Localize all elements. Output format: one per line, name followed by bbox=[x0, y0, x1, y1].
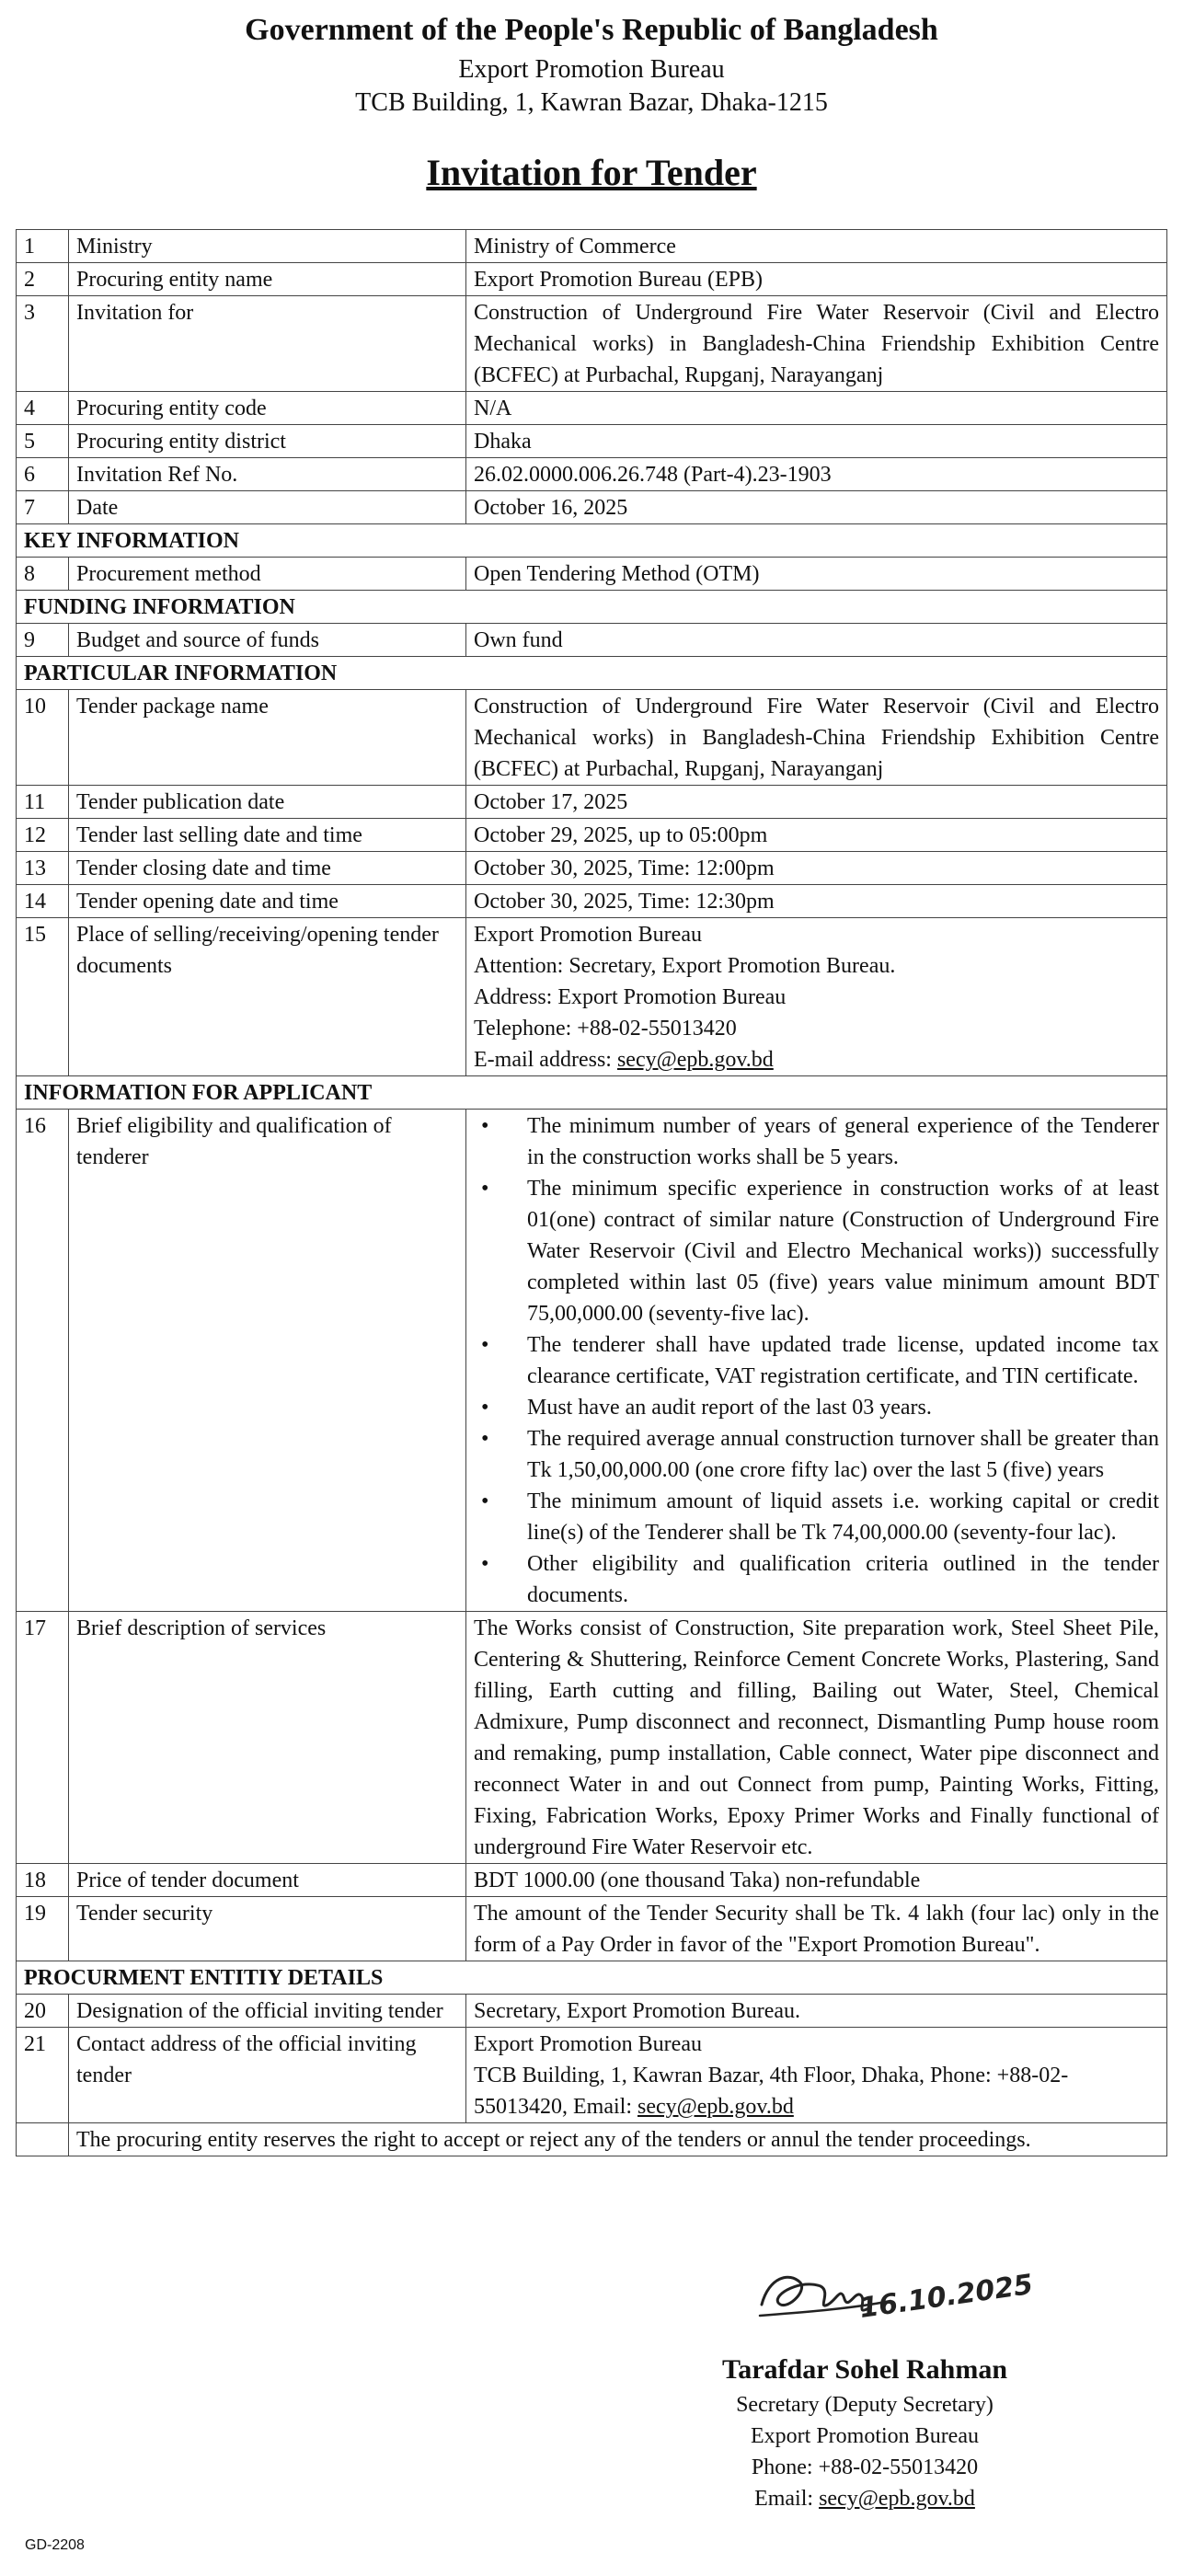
organization-address: TCB Building, 1, Kawran Bazar, Dhaka-1215 bbox=[355, 88, 828, 117]
signatory-phone: Phone: +88-02-55013420 bbox=[751, 2455, 979, 2479]
table-row bbox=[17, 852, 1167, 885]
table-row bbox=[17, 1897, 1167, 1961]
email-link[interactable]: secy@epb.gov.bd bbox=[637, 2095, 794, 2119]
row-label: Tender publication date bbox=[69, 786, 466, 819]
row-number: 12 bbox=[17, 819, 69, 852]
row-value bbox=[466, 918, 1167, 1076]
table-row bbox=[17, 786, 1167, 819]
email-label: Email: bbox=[754, 2487, 820, 2511]
email-link[interactable]: secy@epb.gov.bd bbox=[616, 1048, 774, 1072]
row-number: 10 bbox=[17, 690, 69, 786]
signatory-title: Secretary (Deputy Secretary) bbox=[736, 2393, 993, 2417]
signature-date: 16.10.2025 bbox=[857, 2268, 1036, 2325]
list-item: • The minimum amount of liquid assets i.e. working capital or credit line(s) of the Tenderer shall be Tk 74,00,000.00 (seventy-four lac). bbox=[527, 1486, 1159, 1548]
row-number: 14 bbox=[17, 885, 69, 918]
row-number: 17 bbox=[17, 1612, 69, 1864]
section-key-information: KEY INFORMATION bbox=[17, 524, 1167, 558]
section-information-for-applicant: INFORMATION FOR APPLICANT bbox=[17, 1076, 1167, 1110]
table-row bbox=[17, 392, 1167, 425]
section-funding-information: FUNDING INFORMATION bbox=[17, 591, 1167, 624]
table-row bbox=[17, 425, 1167, 458]
eligibility-list bbox=[474, 1110, 1159, 1611]
signatory-organization: Export Promotion Bureau bbox=[751, 2424, 979, 2448]
row-number: 13 bbox=[17, 852, 69, 885]
row-label: Ministry bbox=[69, 230, 466, 263]
row-number: 19 bbox=[17, 1897, 69, 1961]
row-label: Budget and source of funds bbox=[69, 624, 466, 657]
row-value: Export Promotion Bureau (EPB) bbox=[466, 263, 1167, 296]
document-code: GD-2208 bbox=[25, 2537, 85, 2553]
organization-name: Export Promotion Bureau bbox=[458, 55, 725, 84]
row-value bbox=[466, 1110, 1167, 1612]
address-text: TCB Building, 1, Kawran Bazar, 4th Floor, Dhaka, Phone: +88-02-55013420, Email: bbox=[474, 2064, 1069, 2119]
row-number: 20 bbox=[17, 1995, 69, 2028]
table-row bbox=[17, 558, 1167, 591]
row-number: 11 bbox=[17, 786, 69, 819]
row-value: Secretary, Export Promotion Bureau. bbox=[466, 1995, 1167, 2028]
row-number: 16 bbox=[17, 1110, 69, 1612]
row-label: Procuring entity code bbox=[69, 392, 466, 425]
table-row bbox=[17, 296, 1167, 392]
table-row bbox=[17, 1995, 1167, 2028]
row-number: 9 bbox=[17, 624, 69, 657]
row-value: The amount of the Tender Security shall be Tk. 4 lakh (four lac) only in the form of a Pay Order in favor of the "Export Promotion Bureau". bbox=[466, 1897, 1167, 1961]
row-label: Procurement method bbox=[69, 558, 466, 591]
row-label: Tender opening date and time bbox=[69, 885, 466, 918]
row-label: Brief description of services bbox=[69, 1612, 466, 1864]
list-item: • Must have an audit report of the last 03 years. bbox=[527, 1392, 1159, 1423]
row-label: Price of tender document bbox=[69, 1864, 466, 1897]
row-number: 3 bbox=[17, 296, 69, 392]
section-header-row bbox=[17, 1961, 1167, 1995]
section-particular-information: PARTICULAR INFORMATION bbox=[17, 657, 1167, 690]
row-number: 7 bbox=[17, 491, 69, 524]
footer-note: The procuring entity reserves the right to accept or reject any of the tenders or annul the tender proceedings. bbox=[69, 2123, 1167, 2156]
row-value: Construction of Underground Fire Water Reservoir (Civil and Electro Mechanical works) in Bangladesh-China Friendship Exhibition Centre (BCFEC) at Purbachal, Rupganj, Narayanganj bbox=[466, 296, 1167, 392]
section-header-row bbox=[17, 524, 1167, 558]
row-value: October 30, 2025, Time: 12:00pm bbox=[466, 852, 1167, 885]
row-label: Place of selling/receiving/opening tender documents bbox=[69, 918, 466, 1076]
footer-note-row bbox=[17, 2123, 1167, 2156]
row-value: Own fund bbox=[466, 624, 1167, 657]
row-number: 8 bbox=[17, 558, 69, 591]
row-value: 26.02.0000.006.26.748 (Part-4).23-1903 bbox=[466, 458, 1167, 491]
address-line bbox=[474, 2060, 1159, 2122]
signature-block bbox=[635, 2351, 1095, 2514]
row-value: October 29, 2025, up to 05:00pm bbox=[466, 819, 1167, 852]
list-item: • The minimum number of years of general experience of the Tenderer in the construction works shall be 5 years. bbox=[527, 1110, 1159, 1173]
table-row bbox=[17, 1864, 1167, 1897]
section-header-row bbox=[17, 657, 1167, 690]
row-value bbox=[466, 2028, 1167, 2123]
list-item: • Other eligibility and qualification criteria outlined in the tender documents. bbox=[527, 1548, 1159, 1611]
row-value: Open Tendering Method (OTM) bbox=[466, 558, 1167, 591]
row-label: Designation of the official inviting tender bbox=[69, 1995, 466, 2028]
notice-title: Invitation for Tender bbox=[426, 152, 757, 193]
table-row bbox=[17, 624, 1167, 657]
row-label: Tender closing date and time bbox=[69, 852, 466, 885]
list-item: • The required average annual construction turnover shall be greater than Tk 1,50,00,000.00 (one crore fifty lac) over the last 5 (five) years bbox=[527, 1423, 1159, 1486]
email-label: E-mail address: bbox=[474, 1048, 617, 1072]
list-item: • The tenderer shall have updated trade license, updated income tax clearance certificate, VAT registration certificate, and TIN certificate. bbox=[527, 1329, 1159, 1392]
address-line: Address: Export Promotion Bureau bbox=[474, 985, 787, 1009]
row-value: October 17, 2025 bbox=[466, 786, 1167, 819]
table-row bbox=[17, 2028, 1167, 2123]
table-row bbox=[17, 918, 1167, 1076]
table-row bbox=[17, 491, 1167, 524]
address-line: Attention: Secretary, Export Promotion Bureau. bbox=[474, 954, 896, 978]
table-row bbox=[17, 690, 1167, 786]
row-number: 15 bbox=[17, 918, 69, 1076]
signature-image bbox=[752, 2259, 1036, 2336]
table-row bbox=[17, 1612, 1167, 1864]
row-number: 5 bbox=[17, 425, 69, 458]
row-label: Procuring entity name bbox=[69, 263, 466, 296]
government-title: Government of the People's Republic of Bangladesh bbox=[245, 13, 938, 47]
row-value: Dhaka bbox=[466, 425, 1167, 458]
row-value: BDT 1000.00 (one thousand Taka) non-refundable bbox=[466, 1864, 1167, 1897]
row-label: Brief eligibility and qualification of tenderer bbox=[69, 1110, 466, 1612]
row-value: Ministry of Commerce bbox=[466, 230, 1167, 263]
section-header-row bbox=[17, 591, 1167, 624]
row-number: 2 bbox=[17, 263, 69, 296]
table-row bbox=[17, 230, 1167, 263]
table-row bbox=[17, 885, 1167, 918]
row-value: October 16, 2025 bbox=[466, 491, 1167, 524]
section-procurement-entity-details: PROCURMENT ENTITIY DETAILS bbox=[17, 1961, 1167, 1995]
address-line: Export Promotion Bureau bbox=[474, 2032, 702, 2056]
row-value: N/A bbox=[466, 392, 1167, 425]
table-row bbox=[17, 458, 1167, 491]
address-line: Telephone: +88-02-55013420 bbox=[474, 1017, 737, 1041]
empty-cell bbox=[17, 2123, 69, 2156]
row-label: Invitation Ref No. bbox=[69, 458, 466, 491]
signatory-email-line bbox=[635, 2483, 1095, 2514]
table-row bbox=[17, 263, 1167, 296]
row-number: 4 bbox=[17, 392, 69, 425]
row-number: 18 bbox=[17, 1864, 69, 1897]
tender-info-table bbox=[16, 229, 1167, 2156]
section-header-row bbox=[17, 1076, 1167, 1110]
row-label: Tender last selling date and time bbox=[69, 819, 466, 852]
row-number: 1 bbox=[17, 230, 69, 263]
row-number: 6 bbox=[17, 458, 69, 491]
row-label: Invitation for bbox=[69, 296, 466, 392]
row-label: Tender security bbox=[69, 1897, 466, 1961]
email-link[interactable]: secy@epb.gov.bd bbox=[819, 2487, 975, 2511]
row-label: Tender package name bbox=[69, 690, 466, 786]
row-value: The Works consist of Construction, Site preparation work, Steel Sheet Pile, Centering & Shuttering, Reinforce Cement Concrete Works, Plastering, Sand filling, Earth cutting and filling, Bailing out Water, Steel, Chemical Admixure, Pump disconnect and reconnect, Dismantling Pump house room and remaking, pump installation, Cable connect, Water pipe disconnect and reconnect Water in and out Connect from pump, Painting Works, Fitting, Fixing, Fabrication Works, Epoxy Primer Works and Finally functional of underground Fire Water Reservoir etc. bbox=[466, 1612, 1167, 1864]
row-label: Procuring entity district bbox=[69, 425, 466, 458]
row-value: October 30, 2025, Time: 12:30pm bbox=[466, 885, 1167, 918]
table-row bbox=[17, 819, 1167, 852]
signatory-name: Tarafdar Sohel Rahman bbox=[721, 2354, 1008, 2385]
row-label: Date bbox=[69, 491, 466, 524]
list-item: • The minimum specific experience in construction works of at least 01(one) contract of similar nature (Construction of Underground Fire Water Reservoir (Civil and Electro Mechanical works)) successfully completed within last 05 (five) years value minimum amount BDT 75,00,000.00 (seventy-five lac). bbox=[527, 1173, 1159, 1329]
email-line bbox=[474, 1044, 1159, 1075]
address-line: Export Promotion Bureau bbox=[474, 923, 702, 947]
table-row bbox=[17, 1110, 1167, 1612]
row-label: Contact address of the official inviting tender bbox=[69, 2028, 466, 2123]
row-value: Construction of Underground Fire Water Reservoir (Civil and Electro Mechanical works) in Bangladesh-China Friendship Exhibition Centre (BCFEC) at Purbachal, Rupganj, Narayanganj bbox=[466, 690, 1167, 786]
row-number: 21 bbox=[17, 2028, 69, 2123]
